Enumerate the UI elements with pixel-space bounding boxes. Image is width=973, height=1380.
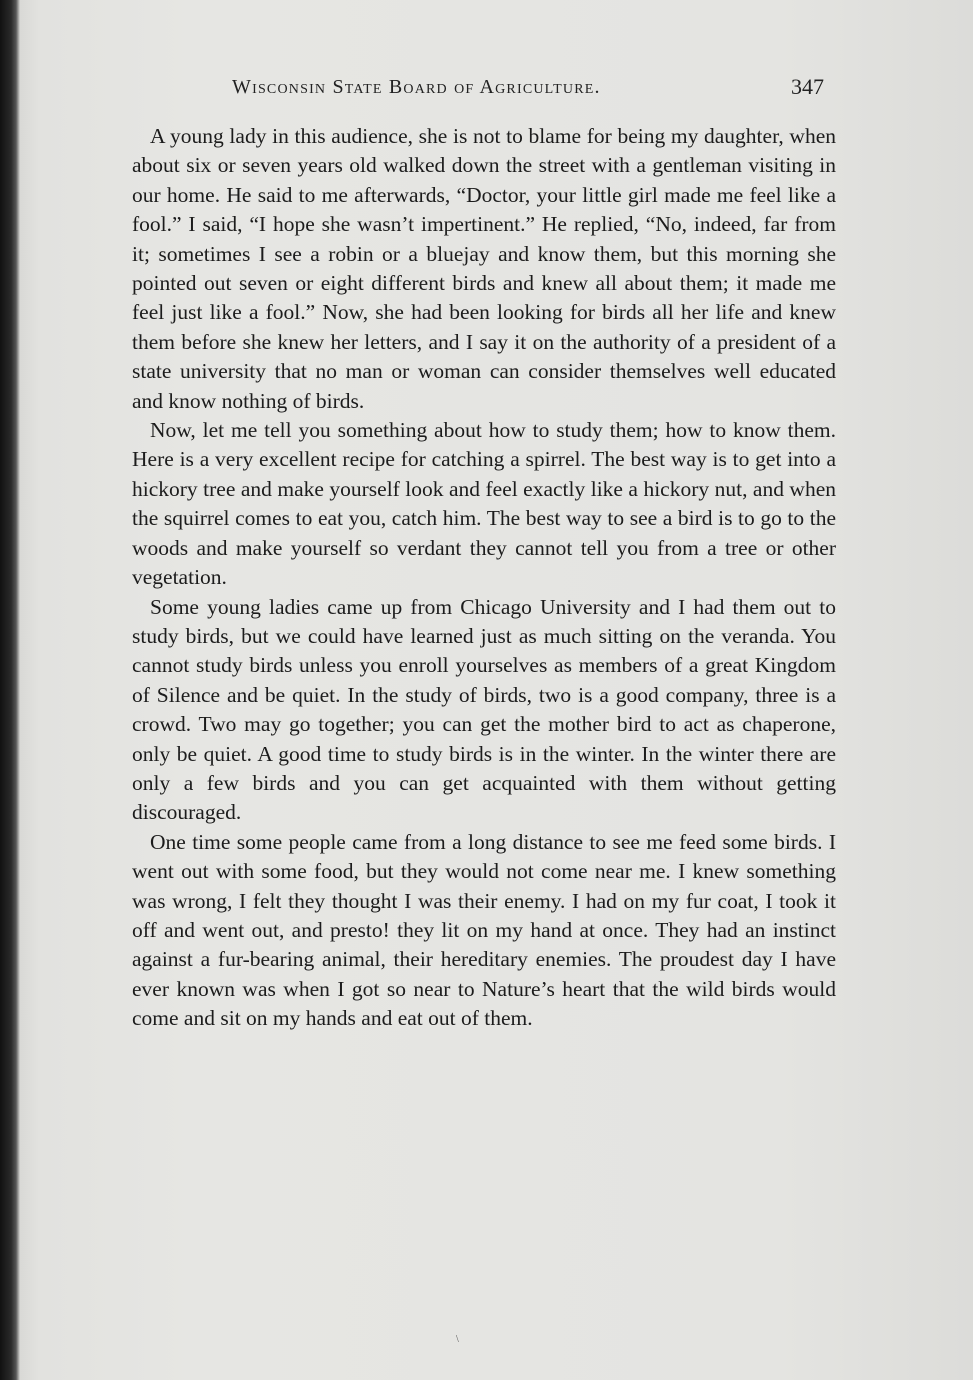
paragraph: A young lady in this audience, she is not to blame for being my daughter, when about six or seven years old walked down the street with a gentleman visiting in our home. He said to me afterwards, “Doctor, your little girl made me feel like a fool.” I said, “I hope she wasn’t impertinent.” He replied, “No, indeed, far from it; sometimes I see a robin or a bluejay and know them, but this morning she pointed out seven or eight different birds and knew all about them; it made me feel just like a fool.” Now, she had been looking for birds all her life and knew them before she knew her letters, and I say it on the authority of a president of a state university that no man or woman can consider themselves well educated and know nothing of birds. <box>132 124 836 413</box>
paragraph: One time some people came from a long distance to see me feed some birds. I went out with some food, but they would not come near me. I knew something was wrong, I felt they thought I was their enemy. I had on my fur coat, I took it off and went out, and presto! they lit on my hand at once. They had an instinct against a fur-bearing animal, their hereditary enemies. The proudest day I have ever known was when I got so near to Nature’s heart that the wild birds would come and sit on my hands and eat out of them. <box>132 829 836 1031</box>
body-text <box>132 122 836 1034</box>
book-spine-shadow <box>0 0 20 1380</box>
stray-mark: \ <box>456 1334 459 1345</box>
paragraph: Now, let me tell you something about how to study them; how to know them. Here is a very excellent recipe for catching a spirrel. The best way is to get into a hickory tree and make yourself look and feel exactly like a hickory nut, and when the squirrel comes to eat you, catch him. The best way to see a bird is to go to the woods and make yourself so verdant they cannot tell you from a tree or other vegetation. <box>132 418 836 590</box>
page-number: 347 <box>791 74 824 99</box>
running-title: Wisconsin State Board of Agriculture. <box>232 76 601 98</box>
page-header <box>232 72 824 106</box>
paragraph: Some young ladies came up from Chicago University and I had them out to study birds, but we could have learned just as much sitting on the veranda. You cannot study birds unless you enroll yourselves as members of a great Kingdom of Silence and be quiet. In the study of birds, two is a good company, three is a crowd. Two may go together; you can get the mother bird to act as chaperone, only be quiet. A good time to study birds is in the winter. In the winter there are only a few birds and you can get acquainted with them without getting discouraged. <box>132 594 836 825</box>
